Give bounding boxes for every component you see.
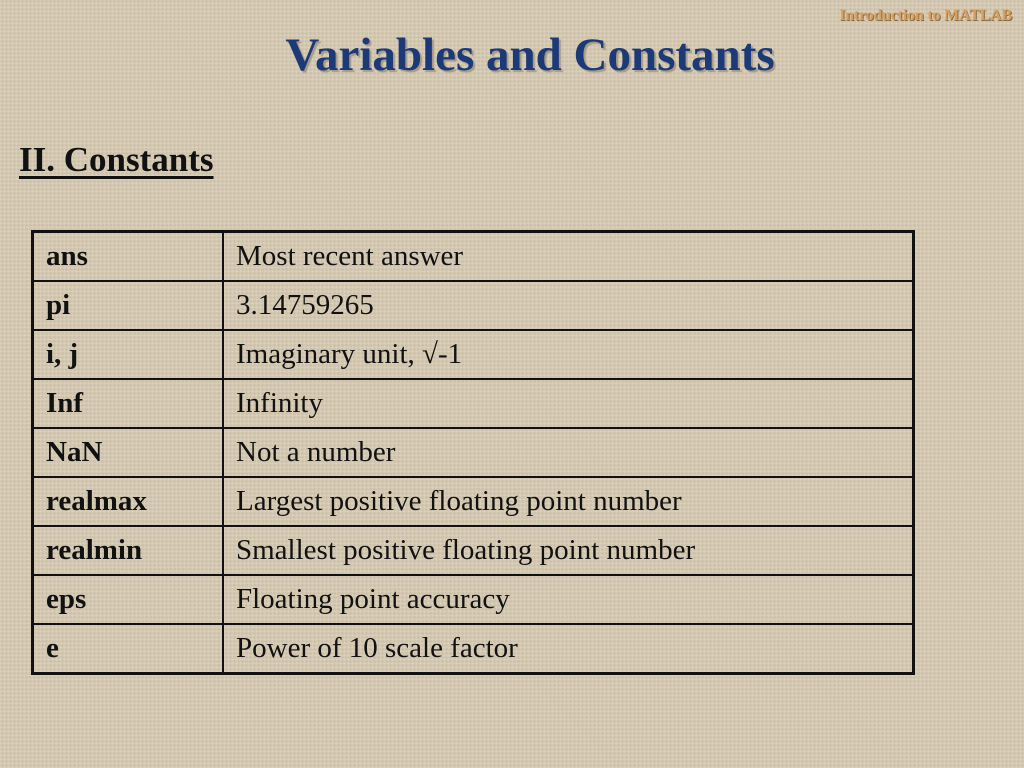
table-row (33, 379, 914, 428)
constants-table (31, 230, 915, 675)
section-heading: II. Constants (19, 140, 214, 179)
page-title: Variables and Constants (285, 29, 775, 81)
constant-description-cell: Floating point accuracy (223, 575, 914, 624)
constant-name-cell: pi (33, 281, 224, 330)
constant-name-cell: eps (33, 575, 224, 624)
constant-description-cell: Imaginary unit, √-1 (223, 330, 914, 379)
header-tag: Introduction to MATLAB (839, 7, 1012, 24)
table-row (33, 624, 914, 674)
table-row (33, 330, 914, 379)
constant-description-cell: Most recent answer (223, 232, 914, 282)
constant-description-cell: Power of 10 scale factor (223, 624, 914, 674)
constant-description-cell: 3.14759265 (223, 281, 914, 330)
table-row (33, 281, 914, 330)
table-row (33, 428, 914, 477)
table-row (33, 232, 914, 282)
constant-name-cell: e (33, 624, 224, 674)
constant-description-cell: Not a number (223, 428, 914, 477)
constant-description-cell: Largest positive floating point number (223, 477, 914, 526)
constant-name-cell: ans (33, 232, 224, 282)
constant-name-cell: realmax (33, 477, 224, 526)
constant-name-cell: realmin (33, 526, 224, 575)
constant-description-cell: Smallest positive floating point number (223, 526, 914, 575)
constant-name-cell: i, j (33, 330, 224, 379)
constant-description-cell: Infinity (223, 379, 914, 428)
constant-name-cell: NaN (33, 428, 224, 477)
table-row (33, 575, 914, 624)
constant-name-cell: Inf (33, 379, 224, 428)
table-row (33, 526, 914, 575)
table-row (33, 477, 914, 526)
